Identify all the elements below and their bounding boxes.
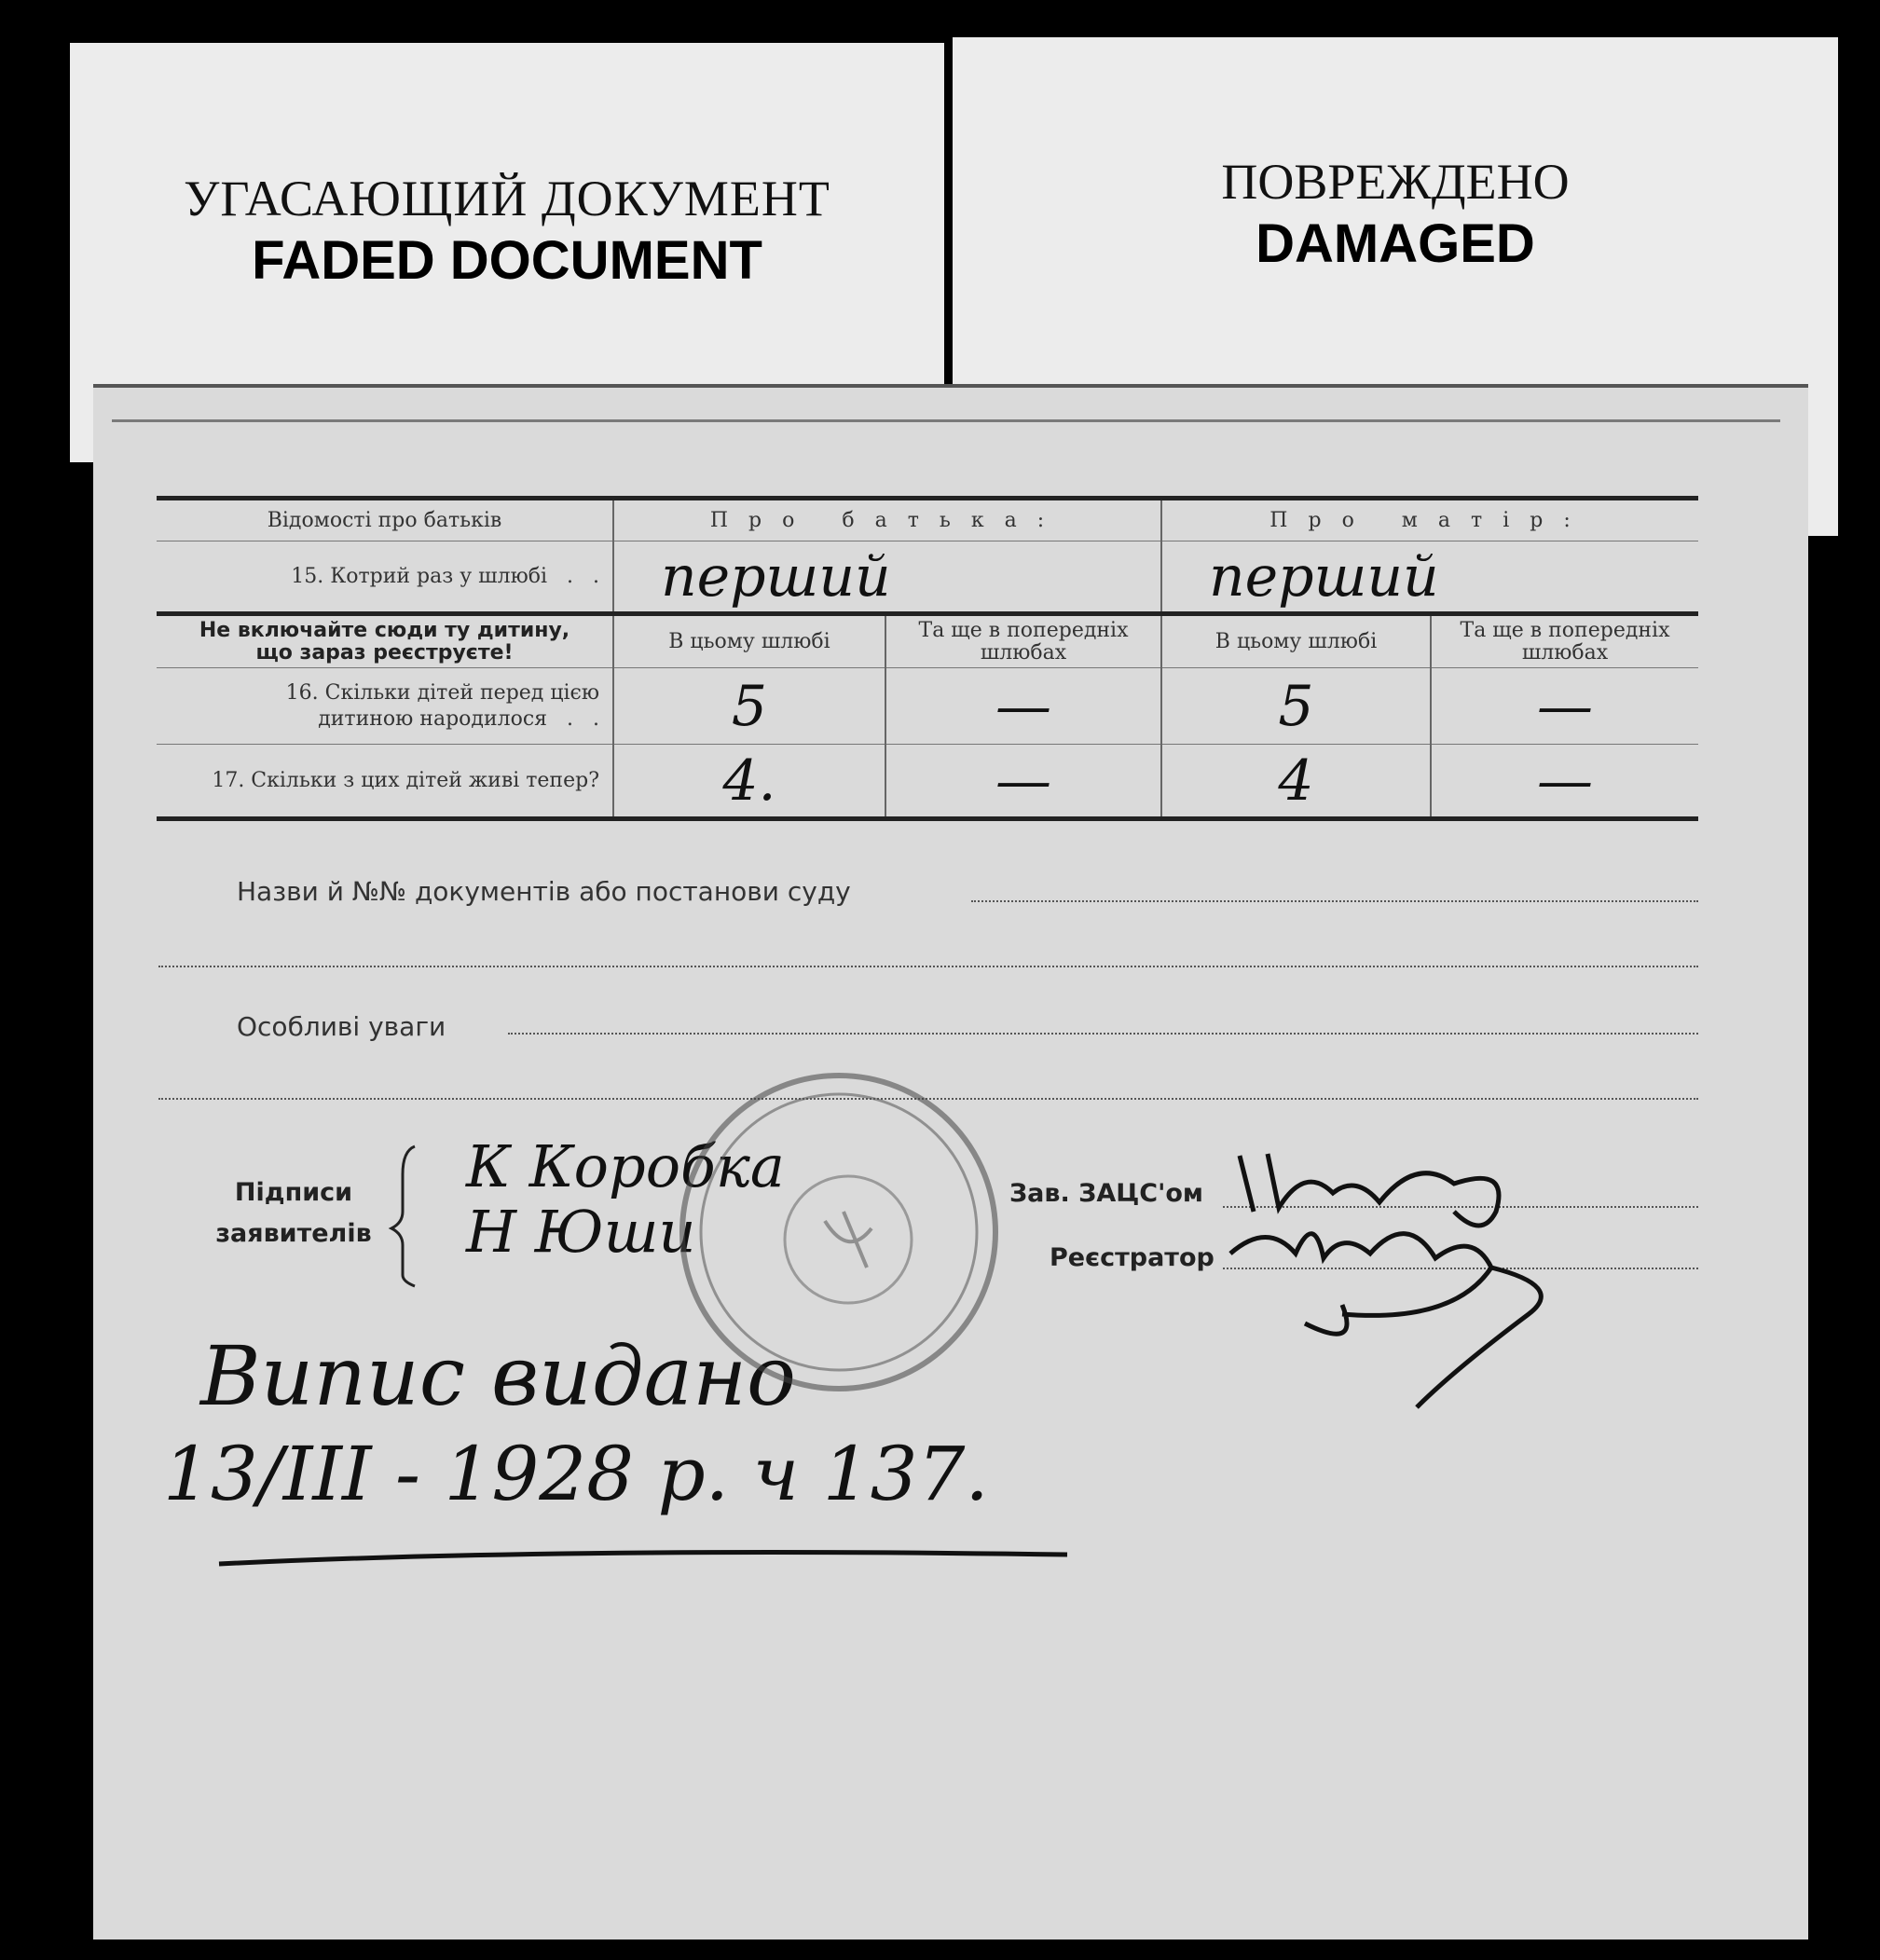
row16-label: 16. Скільки дітей перед цією дитиною народилося . . xyxy=(157,668,613,745)
mother-prev-marriage-header: Та ще в попередніх шлюбах xyxy=(1431,614,1698,668)
row15-mother-value: перший xyxy=(1161,541,1698,614)
extract-issued-date: 13/ІІІ - 1928 р. ч 137. xyxy=(163,1431,989,1517)
father-this-marriage-header: В цьому шлюбі xyxy=(613,614,885,668)
registrar-label: Реєстратор xyxy=(1050,1243,1214,1272)
documents-field-label: Назви й №№ документів або постанови суду xyxy=(237,876,851,907)
extract-issued-note: Випис видано xyxy=(200,1328,797,1424)
father-prev-marriage-header: Та ще в попередніх шлюбах xyxy=(885,614,1161,668)
header-father: Про батька: xyxy=(613,499,1161,541)
row16-mother-prev: — xyxy=(1431,668,1698,745)
annotation-underline xyxy=(219,1553,1067,1564)
header-parents-info: Відомості про батьків xyxy=(157,499,613,541)
applicant-1-signature: К Коробка xyxy=(466,1132,785,1200)
applicants-brace xyxy=(391,1146,415,1286)
row17-label: 17. Скільки з цих дітей живі тепер? xyxy=(157,745,613,819)
row15-father-value: перший xyxy=(613,541,1161,614)
applicant-2-signature: Н Юши xyxy=(466,1198,696,1266)
faded-document-label-en: FADED DOCUMENT xyxy=(252,230,762,291)
row16-father-prev: — xyxy=(885,668,1161,745)
registrar-signature-scribble xyxy=(1230,1234,1541,1407)
row15-label: 15. Котрий раз у шлюбі . . xyxy=(157,541,613,614)
faded-document-label-ru: УГАСАЮЩИЙ ДОКУМЕНТ xyxy=(184,171,830,226)
damaged-label-en: DAMAGED xyxy=(1256,213,1535,274)
row17-father-this: 4. xyxy=(613,745,885,819)
row17-father-prev: — xyxy=(885,745,1161,819)
applicants-signatures-label: Підписи заявителів xyxy=(215,1178,372,1248)
exclude-note: Не включайте сюди ту дитину, що зараз реєструєте! xyxy=(157,614,613,668)
row16-father-this: 5 xyxy=(613,668,885,745)
header-mother: Про матір: xyxy=(1161,499,1698,541)
row17-mother-prev: — xyxy=(1431,745,1698,819)
row16-mother-this: 5 xyxy=(1161,668,1431,745)
official-stamp xyxy=(682,1076,995,1389)
head-signature-scribble xyxy=(1240,1154,1499,1226)
mother-this-marriage-header: В цьому шлюбі xyxy=(1161,614,1431,668)
notes-field-label: Особливі уваги xyxy=(237,1011,446,1042)
row17-mother-this: 4 xyxy=(1161,745,1431,819)
head-registry-label: Зав. ЗАЦС'ом xyxy=(1009,1179,1203,1208)
damaged-label-ru: ПОВРЕЖДЕНО xyxy=(1221,154,1570,210)
